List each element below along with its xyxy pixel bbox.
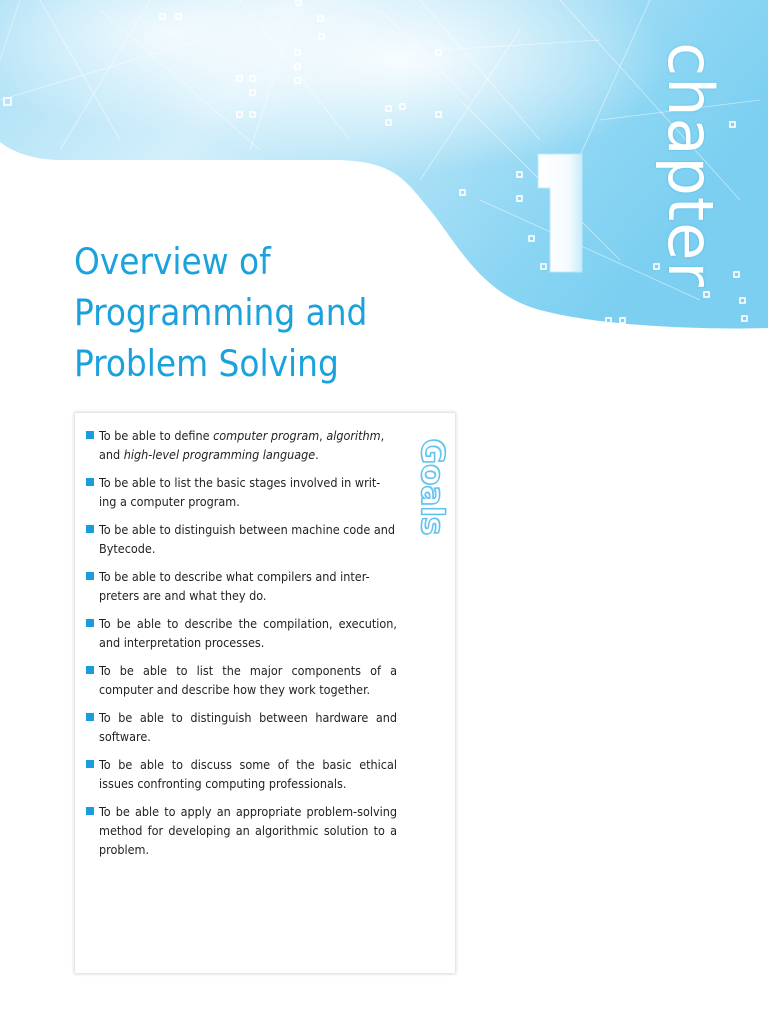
goals-list: [86, 426, 397, 868]
square-bullet-icon: [86, 572, 94, 580]
square-bullet-icon: [86, 431, 94, 439]
square-bullet-icon: [86, 713, 94, 721]
goal-emphasis: computer program: [213, 428, 320, 443]
chapter-label: chapter: [654, 42, 727, 288]
goal-text: To be able to distinguish between machine code and Bytecode.: [99, 522, 396, 556]
square-bullet-icon: [86, 619, 94, 627]
goal-text: To be able to distinguish between hardware and software.: [99, 710, 397, 744]
square-bullet-icon: [86, 478, 94, 486]
title-line: Overview of: [74, 240, 271, 283]
goal-emphasis: algorithm: [326, 428, 381, 443]
page-title: [74, 236, 454, 389]
goal-item: [86, 755, 397, 793]
goal-text: To be able to list the major components of a computer and describe how they work together.: [99, 663, 397, 697]
goal-text: To be able to apply an appropriate problem-solving method for developing an algorithmic solution to a problem.: [99, 804, 397, 857]
goal-item: [86, 802, 397, 859]
goal-text: To be able to define computer program, algorithm, and high-level programming language.: [99, 428, 385, 462]
goal-text: To be able to list the basic stages involved in writ-ing a computer program.: [99, 475, 381, 509]
goal-item: [86, 614, 397, 652]
chapter-number-graphic: [524, 152, 584, 276]
goal-item: [86, 708, 397, 746]
square-bullet-icon: [86, 525, 94, 533]
goal-item: [86, 567, 397, 605]
goals-heading: Goals: [414, 438, 450, 536]
goal-item: [86, 473, 397, 511]
square-bullet-icon: [86, 760, 94, 768]
title-line: Programming and: [74, 291, 368, 334]
goal-text: To be able to discuss some of the basic ethical issues confronting computing professionals.: [99, 757, 397, 791]
goals-panel: [75, 413, 455, 973]
goal-item: [86, 426, 397, 464]
goal-text: To be able to describe the compilation, execution, and interpretation processes.: [99, 616, 397, 650]
title-line: Problem Solving: [74, 342, 339, 385]
goal-text: To be able to describe what compilers and inter-preters are and what they do.: [99, 569, 370, 603]
square-bullet-icon: [86, 666, 94, 674]
goal-emphasis: high-level programming language: [123, 447, 316, 462]
goal-item: [86, 661, 397, 699]
goal-item: [86, 520, 397, 558]
square-bullet-icon: [86, 807, 94, 815]
